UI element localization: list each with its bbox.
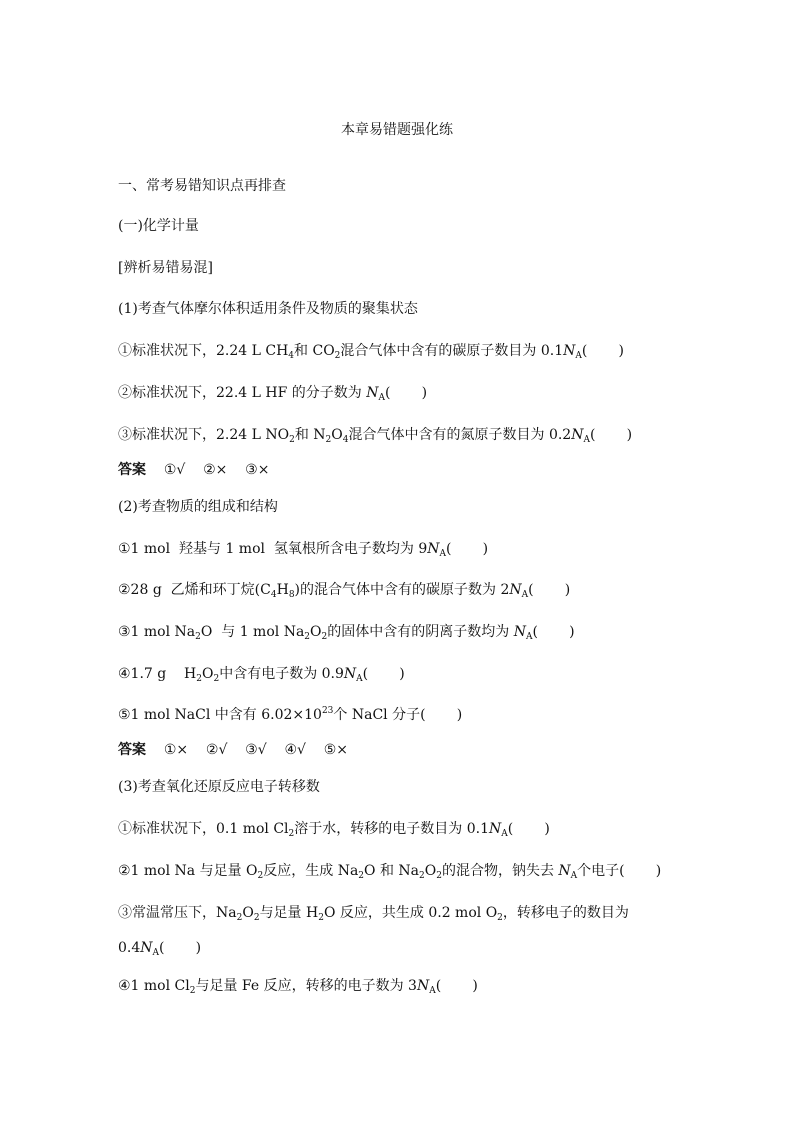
question-item: ①标准状况下，2.24 L $CH_4$和 $CO_2$混合气体中含有的碳原子数目为 $0.1N_A$( ) [118,343,624,361]
group-heading: (1)考查气体摩尔体积适用条件及物质的聚集状态 [118,301,418,317]
question-item-continued: $0.4N_A$( ) [118,940,202,958]
question-item: ④1 mol $Cl_2$与足量 Fe 反应，转移的电子数为 $3N_A$( ) [118,978,478,996]
question-item: ①1 mol 羟基与 1 mol 氢氧根所含电子数均为 $9N_A$( ) [118,541,489,559]
answer-line [118,740,348,760]
question-item: ②1 mol Na 与足量 $O_2$反应，生成 $Na_2O$ 和 $Na_2O_2$的混合物，钠失去 $N_A$个电子( ) [118,863,662,881]
question-item: ③标准状况下，2.24 L $NO_2$和 $N_2O_4$混合气体中含有的氮原子数目为 $0.2N_A$( ) [118,427,633,445]
group-heading: (3)考查氧化还原反应电子转移数 [118,779,320,795]
question-item: ③1 mol $Na_2O$ 与 1 mol $Na_2O_2$的固体中含有的阴离子数均为 $N_A$( ) [118,624,575,642]
bracket-heading: [辨析易错易混] [118,260,213,276]
group-heading: (2)考查物质的组成和结构 [118,499,278,515]
question-item: ④1.7 g $H_2O_2$中含有电子数为 $0.9N_A$( ) [118,666,405,684]
subsection-heading: (一)化学计量 [118,218,199,234]
question-item: ②28 g 乙烯和环丁烷$(C_4H_8)$的混合气体中含有的碳原子数为 $2N_A$( ) [118,582,571,600]
question-item: ①标准状况下，0.1 mol $Cl_2$溶于水，转移的电子数目为 $0.1N_A$( ) [118,821,550,839]
page-title: 本章易错题强化练 [341,122,453,138]
question-item: ⑤1 mol NaCl 中含有 $6.02\times 10^{23}$个 NaCl 分子( ) [118,706,463,723]
answer-line [118,460,269,480]
answer-label: 答案 [118,462,146,478]
answer-text: ①√ ②× ③× [163,462,270,478]
answer-text: ①× ②√ ③√ ④√ ⑤× [163,742,348,758]
question-item: ②标准状况下，22.4 L HF 的分子数为 $N_A$( ) [118,385,428,403]
section-heading: 一、常考易错知识点再排查 [118,178,286,194]
question-item: ③常温常压下，$Na_2O_2$与足量 $H_2O$ 反应，共生成 0.2 mol $O_2$，转移电子的数目为 [118,905,629,923]
answer-label: 答案 [118,742,146,758]
